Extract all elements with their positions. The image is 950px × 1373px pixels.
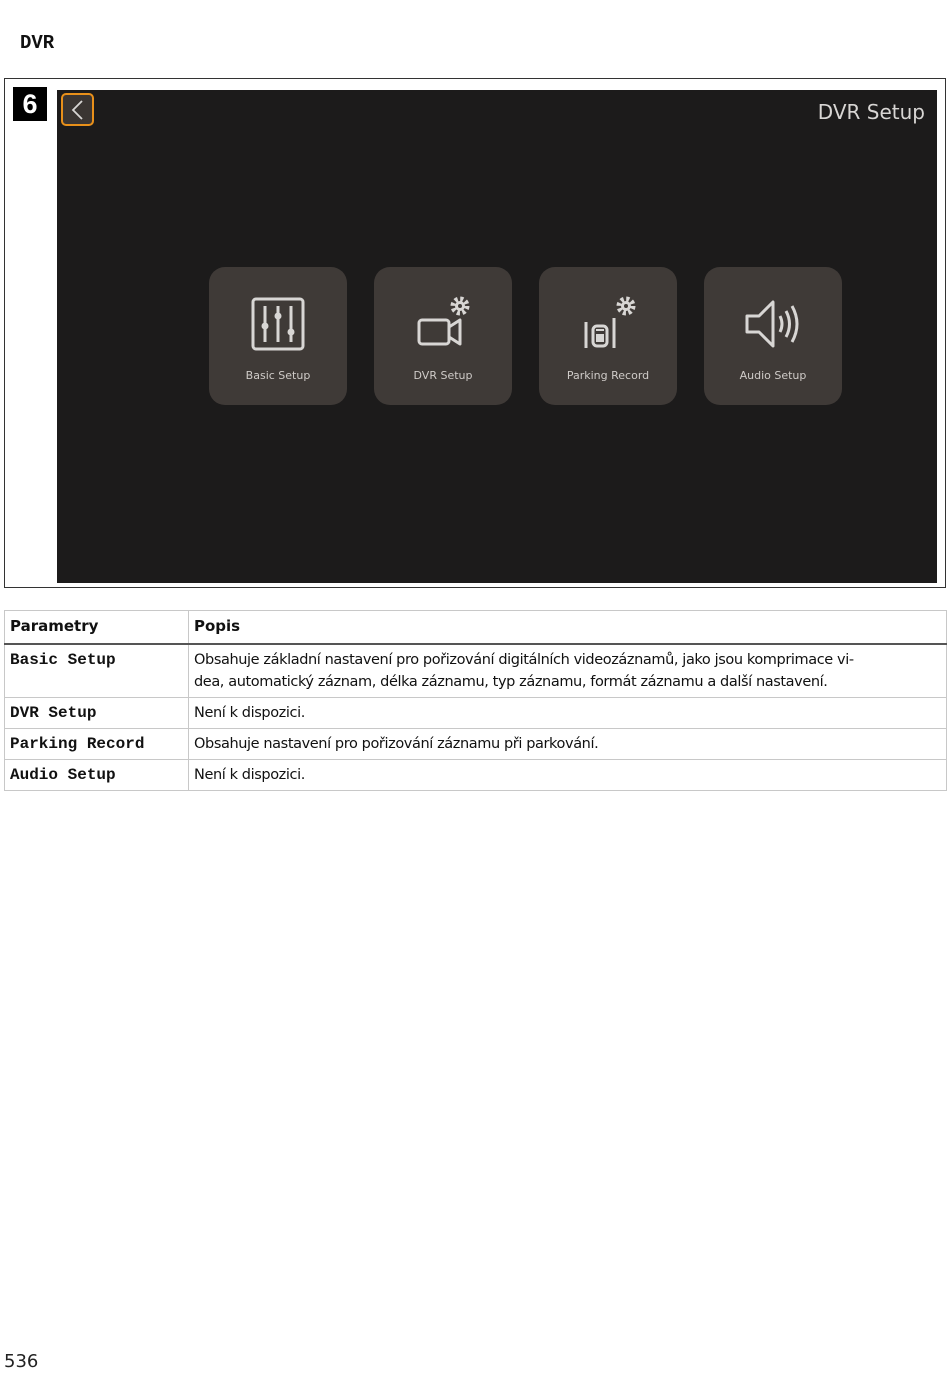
param-description: Obsahuje nastavení pro pořizování záznamu při parkování. <box>189 729 947 760</box>
figure-number: 6 <box>13 87 47 121</box>
param-description: Není k dispozici. <box>189 760 947 791</box>
tile-parking-record[interactable] <box>539 267 677 405</box>
param-name: DVR Setup <box>5 698 189 729</box>
param-description <box>189 644 947 698</box>
table-row <box>5 729 947 760</box>
description-line: Obsahuje základní nastavení pro pořizování digitálních videozáznamů, jako jsou komprimace vi- <box>194 652 854 668</box>
chevron-left-icon <box>70 99 86 121</box>
table-row <box>5 644 947 698</box>
column-header-parametry: Parametry <box>5 611 189 645</box>
figure-box <box>4 78 946 588</box>
camera-gear-icon <box>413 294 473 354</box>
tile-dvr-setup[interactable] <box>374 267 512 405</box>
tile-basic-setup[interactable] <box>209 267 347 405</box>
speaker-icon <box>743 296 803 352</box>
tile-audio-setup[interactable] <box>704 267 842 405</box>
column-header-popis: Popis <box>189 611 947 645</box>
table-row <box>5 760 947 791</box>
dvr-setup-screen <box>57 90 937 583</box>
description-line: dea, automatický záznam, délka záznamu, typ záznamu, formát záznamu a další nastavení. <box>194 674 828 690</box>
table-header-row <box>5 611 947 645</box>
param-description: Není k dispozici. <box>189 698 947 729</box>
tile-label: Audio Setup <box>739 369 807 382</box>
screen-title: DVR Setup <box>817 100 925 124</box>
equalizer-sliders-icon <box>250 296 306 352</box>
tile-label: Parking Record <box>566 369 650 382</box>
page-number: 536 <box>4 1351 39 1372</box>
parking-car-gear-icon <box>578 294 638 354</box>
back-button[interactable] <box>61 93 94 126</box>
tile-label: DVR Setup <box>413 369 473 382</box>
param-name: Parking Record <box>5 729 189 760</box>
section-title: DVR <box>20 32 55 54</box>
parameters-table <box>4 610 947 791</box>
param-name: Basic Setup <box>5 644 189 698</box>
table-row <box>5 698 947 729</box>
menu-tiles <box>209 267 842 405</box>
param-name: Audio Setup <box>5 760 189 791</box>
tile-label: Basic Setup <box>245 369 311 382</box>
